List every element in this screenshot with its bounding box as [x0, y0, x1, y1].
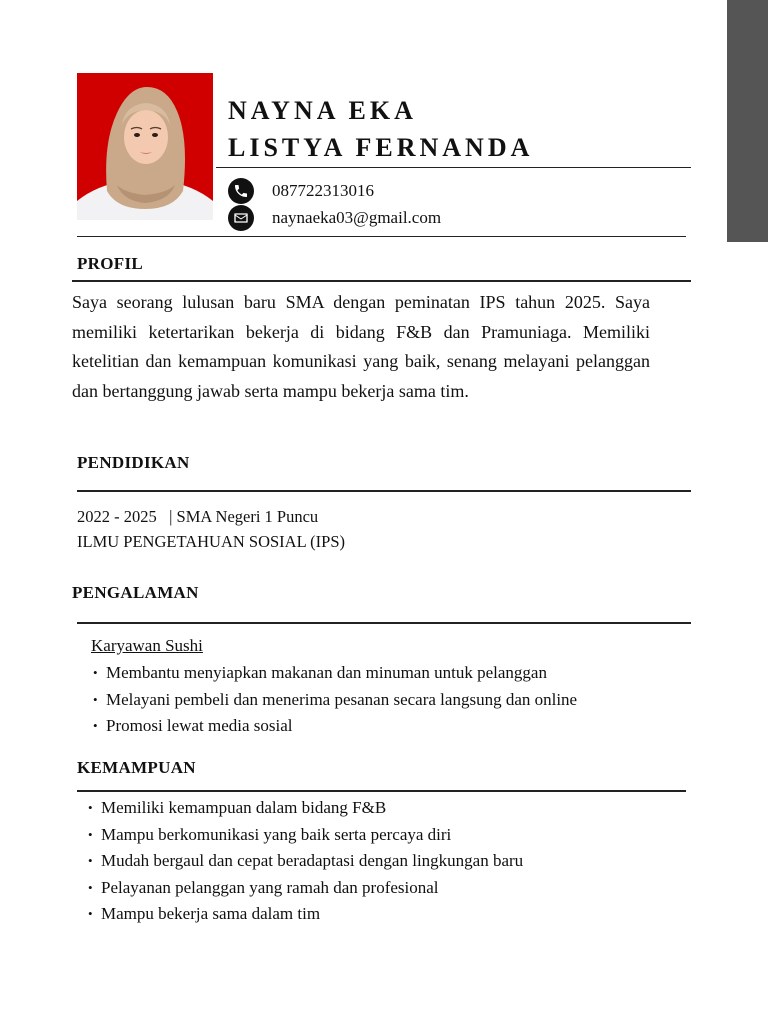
portrait-illustration: [77, 73, 213, 220]
side-bar-decoration: [727, 0, 768, 242]
list-item: • Melayani pembeli dan menerima pesanan secara langsung dan online: [93, 687, 577, 714]
profile-text: Saya seorang lulusan baru SMA dengan peminatan IPS tahun 2025. Saya memiliki ketertarikan bekerja di bidang F&B dan Pramuniaga. Memiliki ketelitian dan kemampuan komunikasi yang baik, senang melayani pelanggan dan bertanggung jawab serta mampu bekerja sama tim.: [72, 292, 650, 401]
profile-divider: [72, 280, 691, 282]
experience-heading: PENGALAMAN: [72, 583, 199, 602]
full-name: [228, 92, 533, 166]
list-item: • Pelayanan pelanggan yang ramah dan profesional: [88, 875, 523, 902]
education-divider: [77, 490, 691, 492]
experience-list: [93, 660, 577, 740]
list-item: • Mampu bekerja sama dalam tim: [88, 901, 523, 928]
header-divider: [77, 236, 686, 237]
phone-icon: [228, 178, 254, 204]
list-item: • Membantu menyiapkan makanan dan minuman untuk pelanggan: [93, 660, 577, 687]
phone-number: 087722313016: [272, 181, 374, 200]
list-item: • Mampu berkomunikasi yang baik serta percaya diri: [88, 822, 523, 849]
education-school: | SMA Negeri 1 Puncu: [169, 507, 319, 526]
list-item: • Mudah bergaul dan cepat beradaptasi dengan lingkungan baru: [88, 848, 523, 875]
list-item: • Promosi lewat media sosial: [93, 713, 577, 740]
email-address: naynaeka03@gmail.com: [272, 208, 442, 227]
education-major: ILMU PENGETAHUAN SOSIAL (IPS): [77, 532, 346, 551]
experience-divider: [77, 622, 691, 624]
profile-heading: PROFIL: [77, 254, 144, 273]
profile-photo: [77, 73, 213, 220]
name-divider: [216, 167, 691, 168]
skills-divider: [77, 790, 686, 792]
skills-heading: KEMAMPUAN: [77, 758, 196, 777]
education-heading: PENDIDIKAN: [77, 453, 190, 472]
name-line-1: NAYNA EKA: [228, 96, 417, 125]
email-icon: [228, 205, 254, 231]
experience-role: Karyawan Sushi: [91, 636, 203, 655]
name-line-2: LISTYA FERNANDA: [228, 133, 534, 162]
skills-list: [88, 795, 523, 928]
contact-email: [228, 206, 442, 230]
education-years: 2022 - 2025: [77, 507, 157, 526]
list-item: • Memiliki kemampuan dalam bidang F&B: [88, 795, 523, 822]
contact-phone: [228, 179, 374, 203]
education-entry: [77, 507, 318, 527]
